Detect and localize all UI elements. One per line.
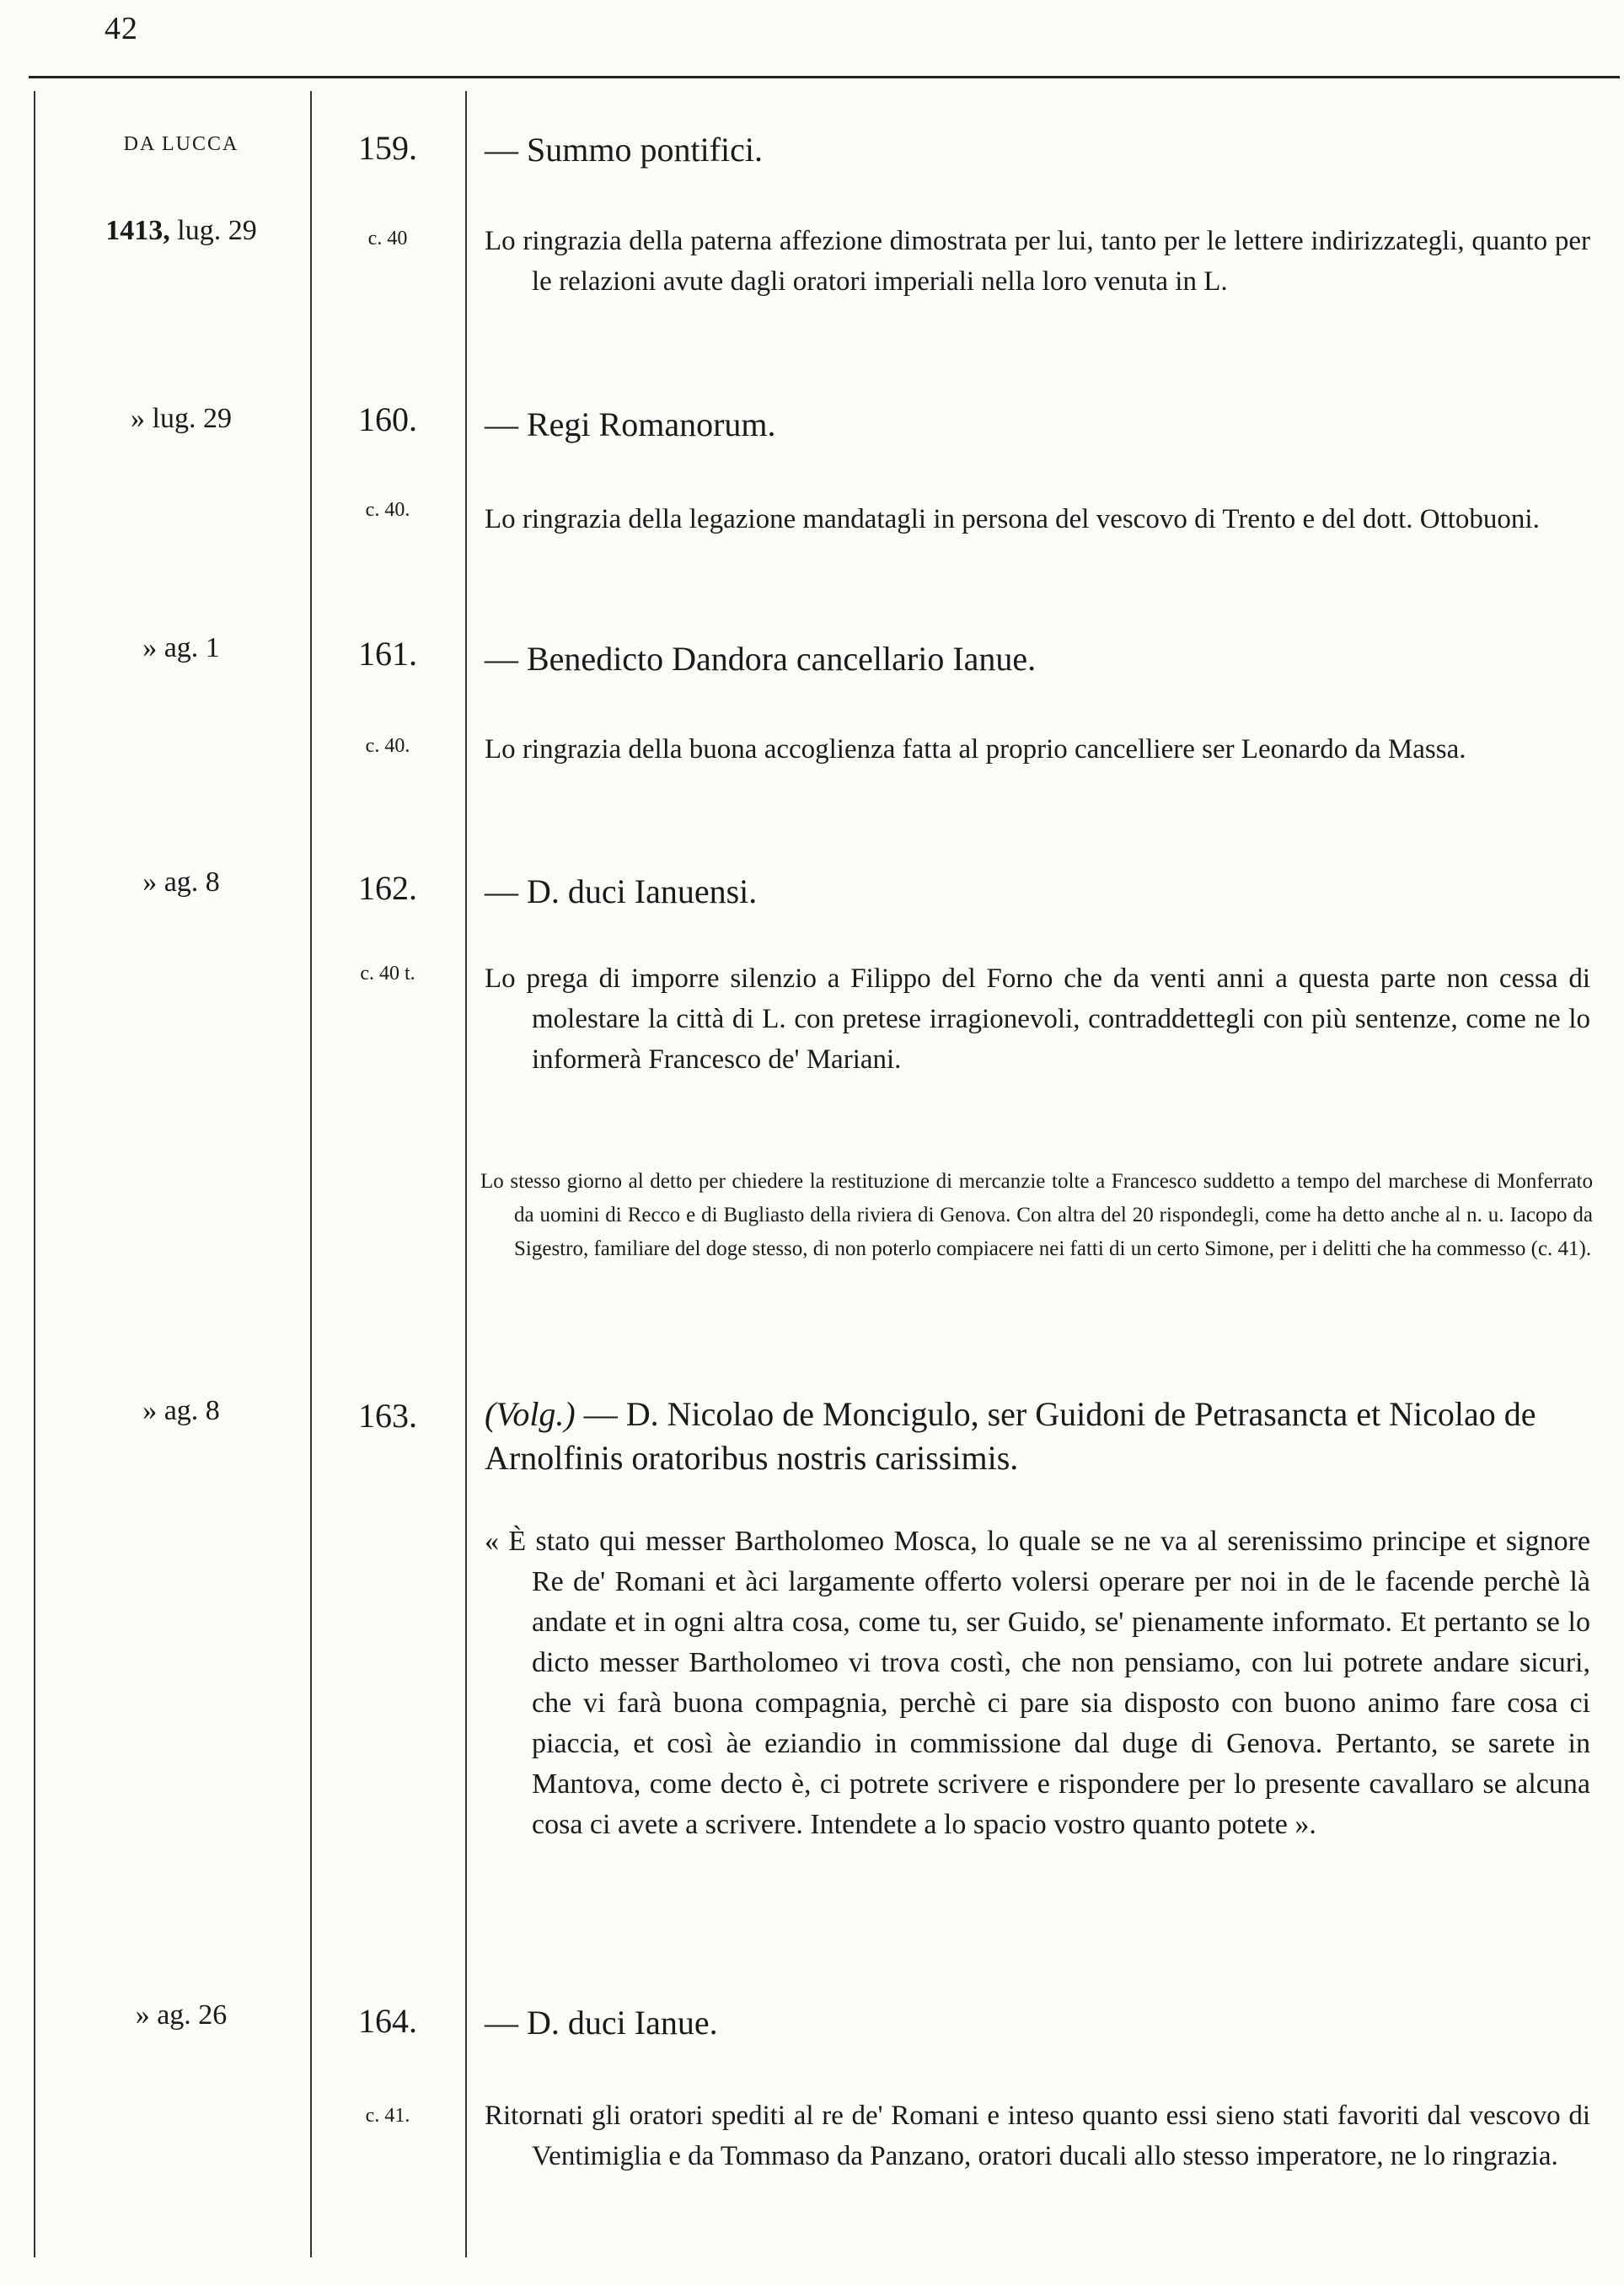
entry-162-date: » ag. 8 — [142, 867, 220, 898]
entry-163-date: » ag. 8 — [142, 1395, 220, 1426]
entry-160-date: » lug. 29 — [131, 403, 232, 434]
entry-161-number: 161. — [358, 635, 417, 673]
entry-161-date: » ag. 1 — [142, 632, 220, 663]
entry-161-title: — Benedicto Dandora cancellario Ianue. — [485, 640, 1037, 678]
entry-164-body: Ritornati gli oratori spediti al re de' Romani e inteso quanto essi sieno stati favoriti dal vescovo di Ventimiglia e da Tommaso da Panzano, oratori ducali allo stesso imperatore, ne lo ringrazia. — [485, 2101, 1590, 2171]
entry-159-number: 159. — [358, 129, 417, 167]
entry-163-title-text: — D. Nicolao de Moncigulo, ser Guidoni de Petrasancta et Nicolao de Arnolfinis oratoribus nostris carissimis. — [485, 1395, 1536, 1477]
header-place: DA LUCCA — [123, 133, 239, 155]
entry-159-date-text: lug. 29 — [177, 215, 257, 246]
entry-160-number: 160. — [358, 400, 417, 438]
entry-160-title: — Regi Romanorum. — [485, 405, 776, 443]
entry-159-body: Lo ringrazia della paterna affezione dimostrata per lui, tanto per le lettere indirizzategli, quanto per le relazioni avute dagli oratori imperiali nella loro venuta in L. — [485, 226, 1590, 297]
entry-161-body: Lo ringrazia della buona accoglienza fatta al proprio cancelliere ser Leonardo da Massa. — [485, 734, 1466, 765]
entry-162-title: — D. duci Ianuensi. — [485, 872, 758, 910]
entry-162-body: Lo prega di imporre silenzio a Filippo del Forno che da venti anni a questa parte non cessa di molestare la città di L. con pretese irragionevoli, contraddettegli con più sentenze, come ne lo informerà Francesco de' Mariani. — [485, 963, 1590, 1075]
header-rule — [29, 76, 1620, 78]
entry-159-date — [59, 215, 303, 247]
entry-160-carta: c. 40. — [365, 499, 410, 521]
entry-163-title — [485, 1393, 1597, 1480]
entry-159-title: — Summo pontifici. — [485, 131, 763, 169]
column-rule-middle — [310, 91, 312, 2257]
page-number: 42 — [105, 11, 138, 46]
entry-162-carta: c. 40 t. — [360, 963, 415, 985]
entry-164-number: 164. — [358, 2002, 417, 2040]
entry-162-number: 162. — [358, 869, 417, 907]
entry-159-year: 1413, — [105, 215, 170, 246]
entry-164-carta: c. 41. — [365, 2105, 410, 2127]
column-rule-right — [465, 91, 467, 2257]
entry-163-title-prefix: (Volg.) — [485, 1395, 576, 1433]
entry-160-body: Lo ringrazia della legazione mandatagli in persona del vescovo di Trento e del dott. Ottobuoni. — [485, 504, 1540, 534]
entry-163-body: « È stato qui messer Bartholomeo Mosca, lo quale se ne va al serenissimo principe et signore Re de' Romani et àci largamente offerto volersi operare per noi in de le facende perchè là andate et in ogni altra cosa, come tu, ser Guido, se' pienamente informato. Et pertanto se lo dicto messer Bartholomeo vi trova costì, che non pensiamo, con lui potrete andare sicuri, che vi farà buona compagnia, perchè ci pare sia disposto con buono animo fare cosa ci piaccia, et così àe eziandio in commissione dal duge di Genova. Pertanto, se sarete in Mantova, come decto è, ci potrete scrivere e rispondere per lo presente cavallaro se alcuna cosa ci avete a scrivere. Intendete a lo spacio vostro quanto potete ». — [485, 1526, 1590, 1840]
entry-164-title: — D. duci Ianue. — [485, 2004, 718, 2042]
column-rule-left — [34, 91, 35, 2257]
entry-164-date: » ag. 26 — [135, 1999, 228, 2031]
entry-163-number: 163. — [358, 1397, 417, 1435]
entry-159-carta: c. 40 — [367, 228, 408, 250]
entry-161-carta: c. 40. — [365, 735, 410, 757]
entry-162-note: Lo stesso giorno al detto per chiedere la restituzione di mercanzie tolte a Francesco suddetto a tempo del marchese di Monferrato da uomini di Recco e di Bugliasto della riviera di Genova. Con altra del 20 rispondegli, come ha detto anche al n. u. Iacopo da Sigestro, familiare del doge stesso, di non poterlo compiacere nei fatti di un certo Simone, per i delitti che ha commesso (c. 41). — [480, 1170, 1593, 1260]
